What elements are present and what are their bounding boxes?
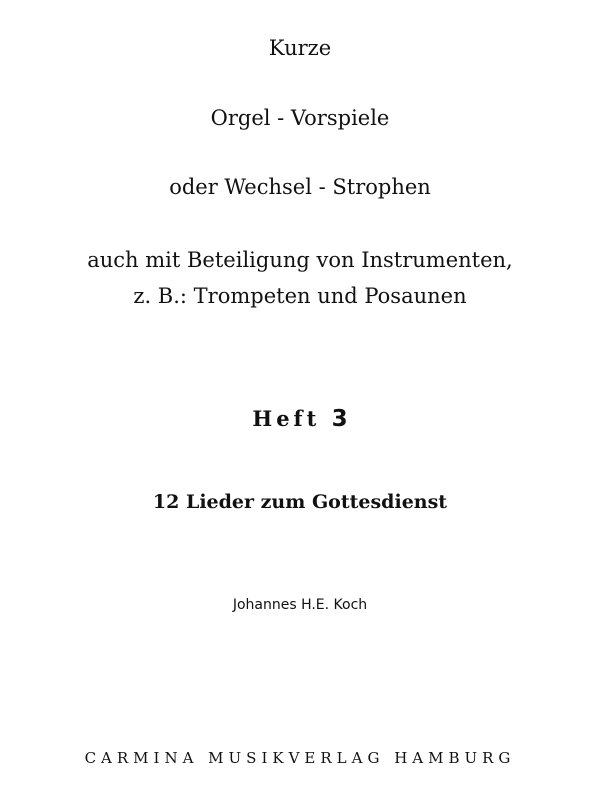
volume-number: 3 — [331, 406, 348, 432]
publisher-name: CARMINA MUSIKVERLAG HAMBURG — [84, 749, 516, 767]
title-wechsel-strophen: oder Wechsel - Strophen — [169, 175, 431, 199]
collection-subtitle: 12 Lieder zum Gottesdienst — [152, 491, 448, 513]
volume-heading — [0, 408, 600, 431]
description-instruments: auch mit Beteiligung von Instrumenten, — [87, 248, 513, 272]
title-kurze: Kurze — [268, 36, 332, 60]
description-trumpets-trombones: z. B.: Trompeten und Posaunen — [133, 284, 467, 308]
volume-label: Heft — [252, 406, 321, 431]
title-orgel-vorspiele: Orgel - Vorspiele — [210, 106, 390, 130]
author-name: Johannes H.E. Koch — [232, 597, 368, 613]
